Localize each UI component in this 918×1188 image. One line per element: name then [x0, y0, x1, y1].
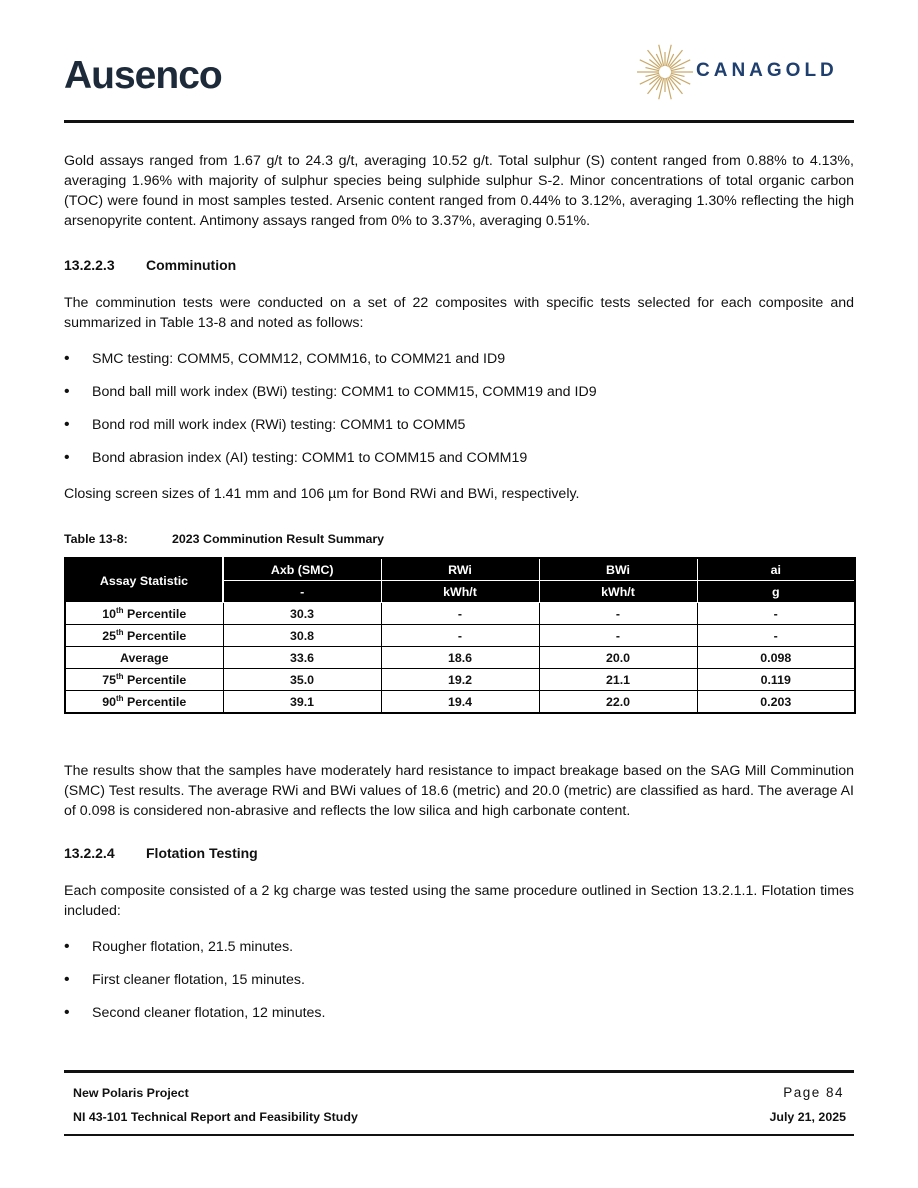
row-statistic: [65, 625, 223, 647]
section-title: Flotation Testing: [146, 845, 258, 861]
row-statistic: [65, 647, 223, 669]
column-unit: g: [697, 581, 855, 603]
footer-rule-top: [64, 1070, 854, 1073]
statistic-label-rest: Percentile: [123, 672, 187, 687]
comminution-test-list: [64, 349, 854, 468]
ordinal-suffix: th: [116, 671, 124, 681]
table-cell: 39.1: [223, 691, 381, 714]
ausenco-logo: Ausenco: [64, 54, 222, 97]
canagold-wordmark: CANAGOLD: [696, 60, 838, 81]
row-statistic: [65, 669, 223, 691]
column-unit: kWh/t: [381, 581, 539, 603]
statistic-label: Average: [120, 650, 169, 665]
table-cell: 35.0: [223, 669, 381, 691]
paragraph-flotation-intro: Each composite consisted of a 2 kg charge was tested using the same procedure outlined in Section 13.2.1.1. Flotation times included:: [64, 883, 854, 919]
header-rule: [64, 120, 854, 123]
table-cell: 21.1: [539, 669, 697, 691]
ordinal-suffix: th: [116, 627, 124, 637]
table-cell: 0.119: [697, 669, 855, 691]
list-item: • Second cleaner flotation, 12 minutes.: [64, 1003, 854, 1023]
list-item: • First cleaner flotation, 15 minutes.: [64, 970, 854, 990]
statistic-label-rest: Percentile: [123, 694, 187, 709]
footer-rule-bottom: [64, 1134, 854, 1136]
table-cell: 19.2: [381, 669, 539, 691]
ordinal-suffix: th: [116, 605, 124, 615]
table-cell: 19.4: [381, 691, 539, 714]
section-title: Comminution: [146, 257, 237, 273]
table-cell: -: [381, 625, 539, 647]
table-caption-label: Table 13-8:: [64, 532, 128, 546]
paragraph-screen-sizes: Closing screen sizes of 1.41 mm and 106 µm for Bond RWi and BWi, respectively.: [64, 486, 580, 502]
column-unit: kWh/t: [539, 581, 697, 603]
paragraph-comminution-intro: The comminution tests were conducted on a set of 22 composites with specific tests selected for each composite and summarized in Table 13-8 and noted as follows:: [64, 295, 854, 331]
statistic-label: 25: [102, 628, 117, 643]
table-cell: 18.6: [381, 647, 539, 669]
paragraph-results: The results show that the samples have moderately hard resistance to impact breakage based on the SAG Mill Comminution (SMC) Test results. The average RWi and BWi values of 18.6 (metric) and 20.0 (metric) are classified as hard. The average AI of 0.098 is considered non-abrasive and reflects the low silica and high carbonate content.: [64, 763, 854, 819]
statistic-label: 90: [102, 694, 117, 709]
section-number: 13.2.2.4: [64, 845, 115, 861]
canagold-logo: [636, 40, 852, 104]
footer-page-number: Page 84: [783, 1085, 844, 1100]
table-cell: 30.8: [223, 625, 381, 647]
table-row: [65, 669, 855, 691]
table-cell: -: [539, 625, 697, 647]
sunburst-icon: [636, 40, 694, 104]
table-row: [65, 691, 855, 714]
statistic-label: 10: [102, 606, 117, 621]
table-cell: -: [539, 603, 697, 625]
column-header: BWi: [539, 558, 697, 581]
statistic-label: 75: [102, 672, 117, 687]
table-row: [65, 647, 855, 669]
column-header-assay-statistic: Assay Statistic: [65, 558, 223, 603]
column-unit: -: [223, 581, 381, 603]
list-item: • Bond rod mill work index (RWi) testing: COMM1 to COMM5: [64, 415, 854, 435]
table-cell: 0.098: [697, 647, 855, 669]
table-cell: -: [381, 603, 539, 625]
table-cell: 33.6: [223, 647, 381, 669]
section-number: 13.2.2.3: [64, 257, 115, 273]
footer-date: July 21, 2025: [769, 1110, 846, 1124]
statistic-label-rest: Percentile: [123, 628, 187, 643]
row-statistic: [65, 603, 223, 625]
table-cell: 30.3: [223, 603, 381, 625]
footer-report-title: NI 43-101 Technical Report and Feasibility Study: [73, 1110, 358, 1124]
comminution-results-table: [64, 557, 856, 714]
table-row: [65, 625, 855, 647]
list-item: • SMC testing: COMM5, COMM12, COMM16, to COMM21 and ID9: [64, 349, 854, 369]
section-heading-flotation: [64, 845, 258, 861]
table-cell: 20.0: [539, 647, 697, 669]
column-header: Axb (SMC): [223, 558, 381, 581]
table-cell: 22.0: [539, 691, 697, 714]
table-caption-title: 2023 Comminution Result Summary: [172, 532, 385, 546]
table-row: [65, 603, 855, 625]
table-cell: -: [697, 625, 855, 647]
section-heading-comminution: [64, 257, 236, 273]
ordinal-suffix: th: [116, 693, 124, 703]
list-item: • Bond ball mill work index (BWi) testing: COMM1 to COMM15, COMM19 and ID9: [64, 382, 854, 402]
flotation-times-list: [64, 937, 854, 1023]
footer-project: New Polaris Project: [73, 1086, 189, 1100]
column-header: RWi: [381, 558, 539, 581]
paragraph-assays: Gold assays ranged from 1.67 g/t to 24.3 g/t, averaging 10.52 g/t. Total sulphur (S) content ranged from 0.88% to 4.13%, averaging 1.96% with majority of sulphur species being sulphide sulphur S-2. Minor concentrations of total organic carbon (TOC) were found in most samples tested. Arsenic content ranged from 0.44% to 3.12%, averaging 1.30% reflecting the high arsenopyrite content. Antimony assays ranged from 0% to 3.37%, averaging 0.51%.: [64, 153, 854, 229]
table-cell: 0.203: [697, 691, 855, 714]
table-cell: -: [697, 603, 855, 625]
column-header: ai: [697, 558, 855, 581]
row-statistic: [65, 691, 223, 714]
list-item: • Bond abrasion index (AI) testing: COMM1 to COMM15 and COMM19: [64, 448, 854, 468]
list-item: • Rougher flotation, 21.5 minutes.: [64, 937, 854, 957]
statistic-label-rest: Percentile: [123, 606, 187, 621]
table-caption: [64, 532, 384, 546]
